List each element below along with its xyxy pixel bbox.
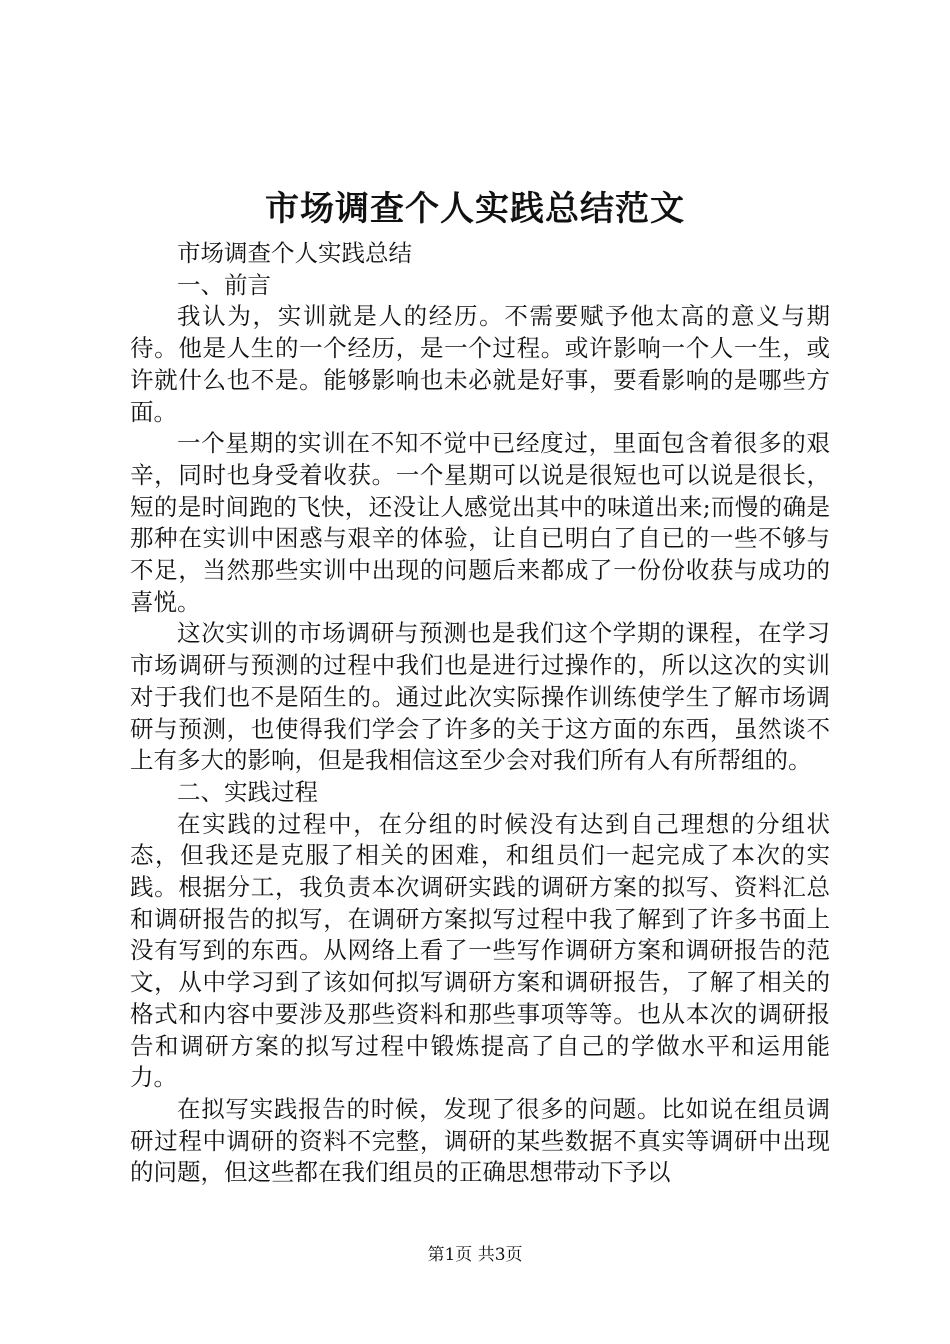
page-number-footer: 第1页 共3页 [427,1245,523,1265]
body-paragraph: 我认为，实训就是人的经历。不需要赋予他太高的意义与期待。他是人生的一个经历，是一个过程。或许影响一个人一生，或许就什么也不是。能够影响也未必就是好事，要看影响的是哪些方面。 [130,302,830,426]
document-title: 市场调查个人实践总结范文 [265,189,685,229]
section-heading-preface: 一、前言 [177,270,271,299]
body-paragraph: 在实践的过程中，在分组的时候没有达到自己理想的分组状态，但我还是克服了相关的困难，和组员们一起完成了本次的实践。根据分工，我负责本次调研实践的调研方案的拟写、资料汇总和调研报告的拟写，在调研方案拟写过程中我了解到了许多书面上没有写到的东西。从网络上看了一些写作调研方案和调研报告的范文，从中学习到了该如何拟写调研方案和调研报告，了解了相关的格式和内容中要涉及那些资料和那些事项等等。也从本次的调研报告和调研方案的拟写过程中锻炼提高了自己的学做水平和运用能力。 [130,809,830,1092]
body-paragraph: 在拟写实践报告的时候，发现了很多的问题。比如说在组员调研过程中调研的资料不完整，调研的某些数据不真实等调研中出现的问题，但这些都在我们组员的正确思想带动下予以 [130,1094,830,1187]
body-paragraph: 一个星期的实训在不知不觉中已经度过，里面包含着很多的艰辛，同时也身受着收获。一个星期可以说是很短也可以说是很长，短的是时间跑的飞快，还没让人感觉出其中的味道出来;而慢的确是那种在实训中困惑与艰辛的体验，让自已明白了自已的一些不够与不足，当然那些实训中出现的问题后来都成了一份份收获与成功的喜悦。 [130,429,830,616]
subtitle-paragraph: 市场调查个人实践总结 [177,239,412,267]
body-paragraph: 这次实训的市场调研与预测也是我们这个学期的课程，在学习市场调研与预测的过程中我们也是进行过操作的，所以这次的实训对于我们也不是陌生的。通过此次实际操作训练使学生了解市场调研与预测，也使得我们学会了许多的关于这方面的东西，虽然谈不上有多大的影响，但是我相信这至少会对我们所有人有所帮组的。 [130,619,830,775]
section-heading-practice: 二、实践过程 [177,777,318,806]
document-body [130,238,830,1189]
